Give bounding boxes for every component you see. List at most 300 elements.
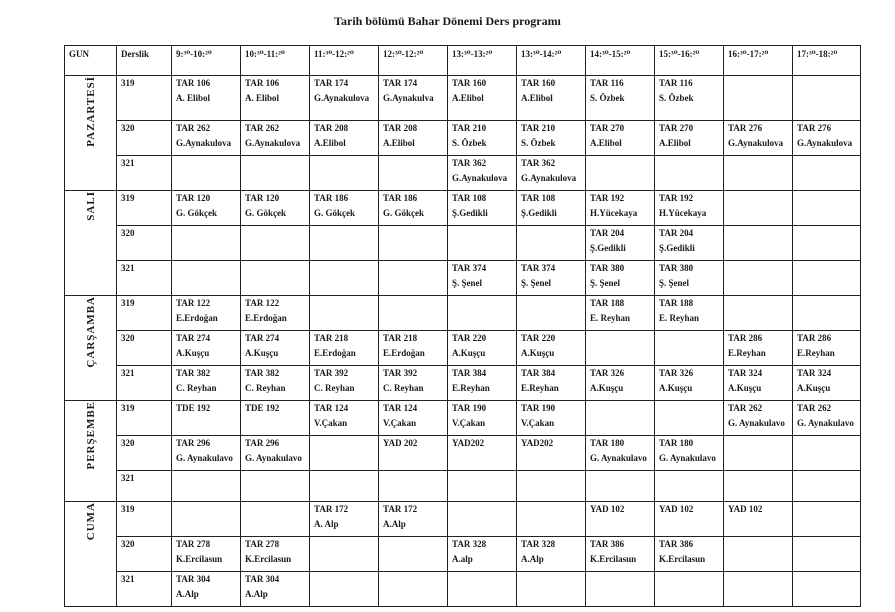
course-cell	[586, 366, 655, 401]
instructor-name: A. Elibol	[176, 93, 211, 103]
instructor-name	[383, 311, 445, 326]
course-cell	[241, 366, 310, 401]
instructor-name	[659, 416, 721, 431]
instructor-name	[521, 311, 583, 326]
instructor-name	[314, 451, 376, 466]
course-code: YAD202	[521, 438, 554, 448]
course-code: TAR 160	[521, 78, 556, 88]
day-label: CUMA	[85, 502, 97, 541]
course-cell	[448, 191, 517, 226]
course-cell	[448, 401, 517, 436]
day-label: SALI	[85, 191, 97, 221]
course-code	[797, 226, 858, 241]
instructor-name: V.Çakan	[452, 418, 486, 428]
schedule-row	[65, 502, 861, 537]
course-cell	[793, 436, 861, 471]
course-code: TAR 210	[452, 123, 487, 133]
course-cell	[310, 471, 379, 502]
course-code: TAR 120	[245, 193, 280, 203]
instructor-name: Ş.Gedikli	[452, 208, 488, 218]
instructor-name: Ş. Şenel	[590, 278, 621, 288]
instructor-name: S. Özbek	[452, 138, 487, 148]
course-code	[245, 502, 307, 517]
instructor-name	[521, 517, 583, 532]
course-code	[797, 572, 858, 587]
instructor-name	[728, 451, 790, 466]
instructor-name: E.Reyhan	[452, 383, 490, 393]
instructor-name	[659, 587, 721, 602]
course-code	[452, 226, 514, 241]
course-code: TAR 382	[176, 368, 211, 378]
course-code	[797, 191, 858, 206]
course-code: TAR 122	[245, 298, 280, 308]
course-code: TAR 186	[314, 193, 349, 203]
course-cell	[724, 572, 793, 607]
instructor-name: G. Aynakulavo	[728, 418, 785, 428]
schedule-row	[65, 366, 861, 401]
course-code	[383, 572, 445, 587]
instructor-name	[383, 587, 445, 602]
instructor-name	[797, 451, 858, 466]
course-code: TAR 324	[728, 368, 763, 378]
course-code: TAR 286	[797, 333, 832, 343]
course-code: TAR 188	[659, 298, 694, 308]
course-cell	[517, 261, 586, 296]
course-code: TAR 326	[659, 368, 694, 378]
instructor-name	[728, 91, 790, 106]
instructor-name: E.Reyhan	[728, 348, 766, 358]
instructor-name	[590, 587, 652, 602]
instructor-name: A.alp	[452, 554, 473, 564]
instructor-name	[797, 276, 858, 291]
time-slot-header: 12:³⁰-12:²⁰	[379, 46, 448, 76]
course-cell	[448, 76, 517, 121]
room-number: 319	[117, 502, 172, 537]
course-cell	[172, 156, 241, 191]
day-label: ÇARŞAMBA	[85, 296, 97, 368]
schedule-row	[65, 537, 861, 572]
course-cell	[586, 331, 655, 366]
time-slot-header: 14:³⁰-15:²⁰	[586, 46, 655, 76]
instructor-name: G.Aynakulva	[383, 93, 434, 103]
course-cell	[517, 156, 586, 191]
instructor-name	[245, 241, 307, 256]
course-cell	[724, 121, 793, 156]
instructor-name: G. Aynakulavo	[797, 418, 854, 428]
instructor-name	[383, 451, 445, 466]
course-code: TAR 204	[659, 228, 694, 238]
course-cell	[724, 191, 793, 226]
instructor-name	[728, 311, 790, 326]
instructor-name: E.Erdoğan	[176, 313, 218, 323]
course-cell	[517, 226, 586, 261]
instructor-name: A.Kuşçu	[728, 383, 762, 393]
course-cell	[379, 471, 448, 502]
course-cell	[448, 156, 517, 191]
course-code: TDE 192	[176, 403, 211, 413]
instructor-name: A.Alp	[521, 554, 544, 564]
course-cell	[310, 537, 379, 572]
room-number: 320	[117, 436, 172, 471]
course-cell	[517, 366, 586, 401]
course-cell	[517, 537, 586, 572]
course-cell	[310, 76, 379, 121]
course-cell	[310, 401, 379, 436]
course-cell	[793, 502, 861, 537]
course-code	[314, 226, 376, 241]
room-number: 319	[117, 296, 172, 331]
instructor-name: E.Erdoğan	[314, 348, 356, 358]
course-cell	[586, 261, 655, 296]
course-cell	[448, 572, 517, 607]
course-code	[383, 156, 445, 171]
instructor-name	[383, 486, 445, 501]
course-code: TAR 328	[521, 539, 556, 549]
instructor-name: A.Elibol	[590, 138, 622, 148]
course-code: TAR 218	[383, 333, 418, 343]
course-code	[590, 331, 652, 346]
course-cell	[655, 502, 724, 537]
course-cell	[655, 121, 724, 156]
course-cell	[724, 471, 793, 502]
course-code: TAR 384	[452, 368, 487, 378]
course-code: TAR 106	[176, 78, 211, 88]
course-code: TAR 124	[314, 403, 349, 413]
course-cell	[172, 436, 241, 471]
course-code	[383, 226, 445, 241]
instructor-name: E.Reyhan	[521, 383, 559, 393]
course-code: TAR 108	[521, 193, 556, 203]
course-code: TAR 192	[659, 193, 694, 203]
room-number: 321	[117, 156, 172, 191]
instructor-name	[314, 171, 376, 186]
course-code: TAR 106	[245, 78, 280, 88]
course-code	[452, 502, 514, 517]
course-cell	[586, 156, 655, 191]
course-cell	[655, 191, 724, 226]
instructor-name: G. Gökçek	[383, 208, 425, 218]
course-cell	[241, 502, 310, 537]
course-cell	[448, 436, 517, 471]
course-cell	[310, 296, 379, 331]
instructor-name	[659, 517, 721, 532]
day-label-cell	[65, 502, 117, 607]
instructor-name: G. Aynakulavo	[245, 453, 302, 463]
course-cell	[241, 331, 310, 366]
day-label-cell	[65, 76, 117, 191]
course-cell	[517, 121, 586, 156]
instructor-name: C. Reyhan	[245, 383, 286, 393]
instructor-name	[590, 171, 652, 186]
instructor-name	[452, 451, 514, 466]
course-cell	[586, 191, 655, 226]
course-code: TAR 262	[245, 123, 280, 133]
course-cell	[241, 261, 310, 296]
course-cell	[379, 502, 448, 537]
course-cell	[379, 436, 448, 471]
room-number: 321	[117, 471, 172, 502]
instructor-name	[176, 486, 238, 501]
course-code: YAD 102	[728, 504, 763, 514]
instructor-name: E.Erdoğan	[245, 313, 287, 323]
course-cell	[379, 366, 448, 401]
time-slot-header: 16:³⁰-17:²⁰	[724, 46, 793, 76]
course-cell	[655, 471, 724, 502]
course-cell	[655, 537, 724, 572]
instructor-name	[383, 552, 445, 567]
course-code	[383, 537, 445, 552]
course-cell	[310, 502, 379, 537]
instructor-name: G.Aynakulova	[521, 173, 577, 183]
course-code: TAR 386	[659, 539, 694, 549]
instructor-name: A.Alp	[245, 589, 268, 599]
course-cell	[586, 121, 655, 156]
day-label-cell	[65, 401, 117, 502]
course-cell	[586, 502, 655, 537]
instructor-name	[659, 346, 721, 361]
course-cell	[517, 436, 586, 471]
course-code	[383, 261, 445, 276]
header-row	[65, 46, 861, 76]
course-code	[176, 226, 238, 241]
instructor-name: G.Aynakulova	[245, 138, 301, 148]
course-code: TAR 374	[452, 263, 487, 273]
course-cell	[517, 471, 586, 502]
course-code: TAR 172	[383, 504, 418, 514]
course-code	[728, 261, 790, 276]
schedule-row	[65, 226, 861, 261]
course-code	[521, 296, 583, 311]
course-cell	[586, 226, 655, 261]
course-code: TAR 174	[314, 78, 349, 88]
course-cell	[172, 76, 241, 121]
course-code	[659, 401, 721, 416]
course-cell	[448, 502, 517, 537]
course-cell	[172, 331, 241, 366]
course-cell	[172, 471, 241, 502]
course-cell	[448, 366, 517, 401]
instructor-name: Ş.Gedikli	[590, 243, 626, 253]
course-cell	[448, 296, 517, 331]
course-code	[314, 156, 376, 171]
instructor-name: K.Ercilasun	[245, 554, 292, 564]
course-cell	[241, 156, 310, 191]
course-cell	[241, 296, 310, 331]
room-number: 321	[117, 261, 172, 296]
instructor-name: E.Reyhan	[797, 348, 835, 358]
course-cell	[793, 121, 861, 156]
course-code	[728, 76, 790, 91]
course-cell	[517, 191, 586, 226]
room-number: 320	[117, 537, 172, 572]
instructor-name: G. Gökçek	[176, 208, 218, 218]
course-code: TDE 192	[245, 403, 280, 413]
course-cell	[655, 296, 724, 331]
course-cell	[379, 121, 448, 156]
instructor-name	[452, 241, 514, 256]
course-code	[452, 296, 514, 311]
instructor-name	[521, 451, 583, 466]
schedule-row	[65, 401, 861, 436]
schedule-row	[65, 191, 861, 226]
course-code	[521, 502, 583, 517]
instructor-name	[797, 206, 858, 221]
course-cell	[793, 296, 861, 331]
room-number: 320	[117, 121, 172, 156]
instructor-name: G.Aynakulova	[728, 138, 784, 148]
instructor-name: V.Çakan	[521, 418, 555, 428]
instructor-name	[728, 517, 790, 532]
instructor-name: A.Kuşçu	[659, 383, 693, 393]
course-code: TAR 328	[452, 539, 487, 549]
course-code: TAR 208	[314, 123, 349, 133]
course-code	[797, 76, 858, 91]
course-cell	[586, 471, 655, 502]
course-code: TAR 208	[383, 123, 418, 133]
course-cell	[655, 156, 724, 191]
course-cell	[448, 331, 517, 366]
course-code	[245, 261, 307, 276]
instructor-name: V.Çakan	[314, 418, 348, 428]
day-label-cell	[65, 191, 117, 296]
course-cell	[310, 331, 379, 366]
course-cell	[586, 76, 655, 121]
instructor-name	[314, 587, 376, 602]
course-code	[383, 471, 445, 486]
instructor-name	[452, 486, 514, 501]
course-code	[797, 502, 858, 517]
course-code: TAR 174	[383, 78, 418, 88]
course-code: TAR 296	[245, 438, 280, 448]
course-cell	[724, 261, 793, 296]
course-cell	[241, 226, 310, 261]
room-number: 321	[117, 572, 172, 607]
course-cell	[517, 296, 586, 331]
course-code	[176, 156, 238, 171]
course-cell	[724, 156, 793, 191]
instructor-name: G.Aynakulova	[176, 138, 232, 148]
course-cell	[586, 537, 655, 572]
course-cell	[655, 261, 724, 296]
schedule-row	[65, 436, 861, 471]
course-code	[452, 471, 514, 486]
instructor-name	[176, 416, 238, 431]
time-slot-header: 17:³⁰-18:²⁰	[793, 46, 861, 76]
instructor-name	[176, 517, 238, 532]
course-code: TAR 186	[383, 193, 418, 203]
course-cell	[310, 121, 379, 156]
course-cell	[379, 76, 448, 121]
course-cell	[379, 401, 448, 436]
instructor-name	[728, 486, 790, 501]
course-cell	[655, 401, 724, 436]
course-code: TAR 210	[521, 123, 556, 133]
course-code: TAR 362	[521, 158, 556, 168]
time-slot-header: 11:³⁰-12:²⁰	[310, 46, 379, 76]
instructor-name: K.Ercilasun	[176, 554, 223, 564]
course-code: TAR 116	[659, 78, 693, 88]
course-code	[245, 226, 307, 241]
course-code	[797, 471, 858, 486]
instructor-name: A.Kuşçu	[452, 348, 486, 358]
course-code: TAR 270	[590, 123, 625, 133]
course-cell	[172, 121, 241, 156]
course-code	[521, 226, 583, 241]
course-code: TAR 180	[590, 438, 625, 448]
instructor-name	[314, 276, 376, 291]
course-cell	[793, 76, 861, 121]
instructor-name: H.Yücekaya	[659, 208, 707, 218]
course-code: TAR 220	[452, 333, 487, 343]
course-cell	[655, 366, 724, 401]
course-code: TAR 276	[797, 123, 832, 133]
course-code: TAR 270	[659, 123, 694, 133]
course-code	[797, 436, 858, 451]
course-cell	[172, 537, 241, 572]
course-cell	[724, 76, 793, 121]
course-cell	[172, 296, 241, 331]
course-code: TAR 262	[176, 123, 211, 133]
course-code	[728, 191, 790, 206]
instructor-name: Ş. Şenel	[452, 278, 483, 288]
course-code	[314, 261, 376, 276]
course-code	[314, 296, 376, 311]
course-code	[797, 156, 858, 171]
instructor-name: E.Erdoğan	[383, 348, 425, 358]
course-cell	[241, 191, 310, 226]
course-cell	[241, 76, 310, 121]
course-code: TAR 374	[521, 263, 556, 273]
instructor-name	[728, 587, 790, 602]
course-code: TAR 382	[245, 368, 280, 378]
course-cell	[517, 331, 586, 366]
schedule-body	[65, 76, 861, 607]
room-number: 320	[117, 226, 172, 261]
instructor-name	[797, 587, 858, 602]
instructor-name	[659, 486, 721, 501]
course-code: TAR 296	[176, 438, 211, 448]
time-slot-header: 9:³⁰-10:²⁰	[172, 46, 241, 76]
course-code: TAR 392	[383, 368, 418, 378]
room-number: 319	[117, 401, 172, 436]
course-cell	[724, 296, 793, 331]
course-code	[728, 471, 790, 486]
instructor-name	[797, 486, 858, 501]
course-code	[728, 226, 790, 241]
course-cell	[517, 401, 586, 436]
course-cell	[241, 471, 310, 502]
course-cell	[379, 296, 448, 331]
course-code: TAR 120	[176, 193, 211, 203]
instructor-name: A.Kuşçu	[797, 383, 831, 393]
course-code: TAR 188	[590, 298, 625, 308]
course-code: YAD202	[452, 438, 485, 448]
course-cell	[172, 261, 241, 296]
course-code	[314, 436, 376, 451]
course-cell	[793, 191, 861, 226]
time-slot-header: 13:³⁰-13:²⁰	[448, 46, 517, 76]
course-code: TAR 274	[245, 333, 280, 343]
course-cell	[517, 502, 586, 537]
schedule-row	[65, 121, 861, 156]
instructor-name: G. Aynakulavo	[590, 453, 647, 463]
room-header: Derslik	[117, 46, 172, 76]
instructor-name	[521, 587, 583, 602]
course-code: YAD 102	[590, 504, 625, 514]
course-code: TAR 262	[797, 403, 832, 413]
course-code	[728, 296, 790, 311]
course-cell	[172, 191, 241, 226]
